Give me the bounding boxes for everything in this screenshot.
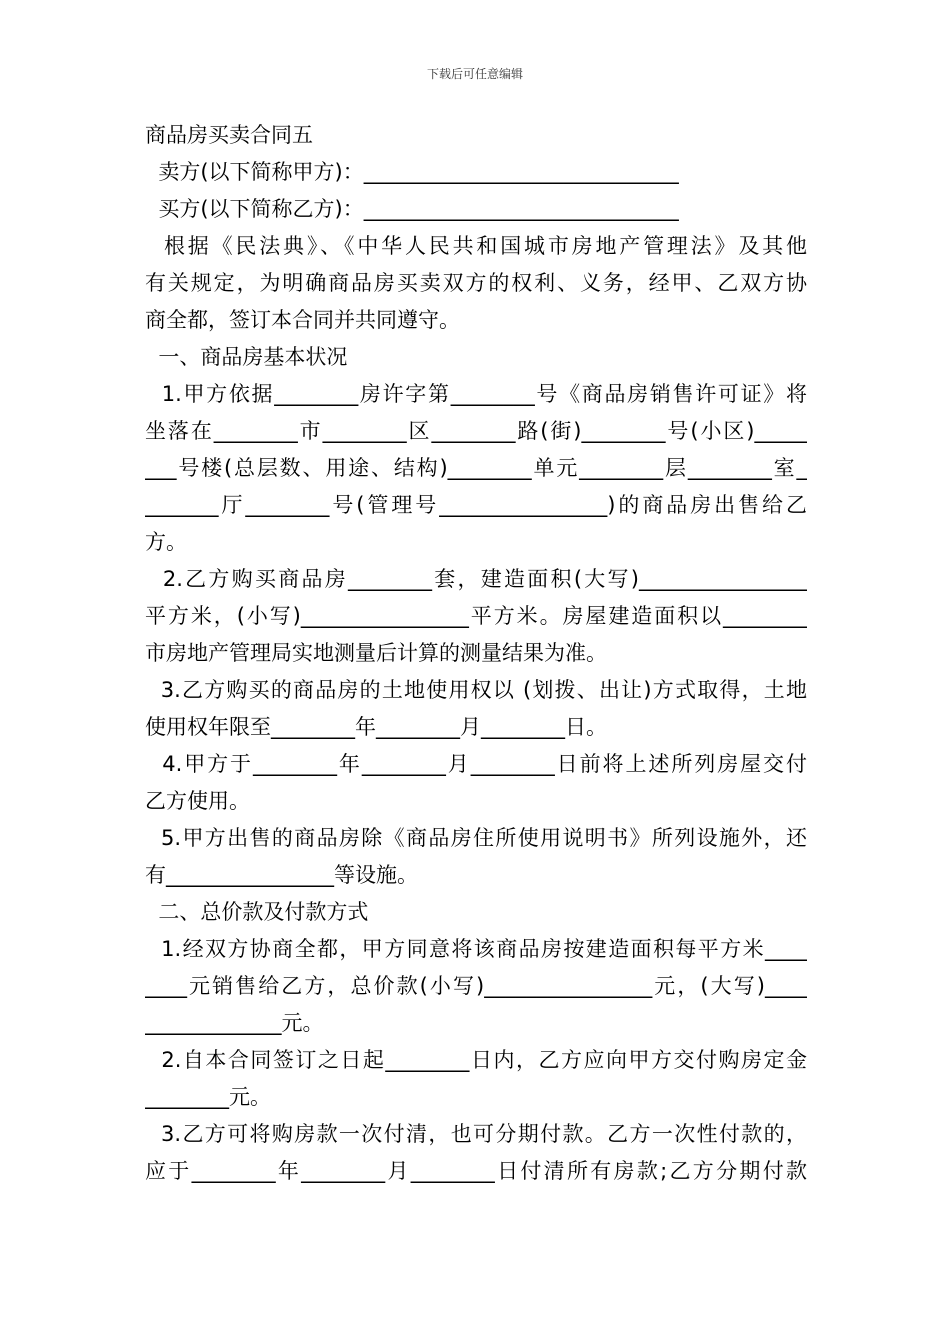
paragraph-line: _______厅________号(管理号________________)的商品房出售给乙 xyxy=(145,493,807,517)
paragraph-line: 有________________等设施。 xyxy=(145,863,418,887)
paragraph-line: 平方米，(小写)________________平方米。房屋建造面积以________ xyxy=(145,604,807,628)
paragraph-line: 1.经双方协商全都，甲方同意将该商品房按建造面积每平方米____ xyxy=(145,937,807,961)
paragraph-line: 使用权年限至________年________月________日。 xyxy=(145,715,607,739)
paragraph-line: ____元销售给乙方，总价款(小写)________________元，(大写)____ xyxy=(145,974,807,998)
paragraph-line: 市房地产管理局实地测量后计算的测量结果为准。 xyxy=(145,641,607,665)
paragraph-line: 2.乙方购买商品房________套，建造面积(大写)________________ xyxy=(145,567,807,591)
document-title: 商品房买卖合同五 xyxy=(145,123,313,147)
paragraph-line: 方。 xyxy=(145,530,187,554)
paragraph-line: 应于________年________月________日付清所有房款;乙方分期付款 xyxy=(145,1159,807,1183)
paragraph-line: 4.甲方于________年________月________日前将上述所列房屋交付 xyxy=(145,752,807,776)
seller-line: 卖方(以下简称甲方)：______________________________ xyxy=(145,160,679,184)
paragraph-line: 根据《民法典》、《中华人民共和国城市房地产管理法》及其他 xyxy=(145,234,807,258)
paragraph-line: 5.甲方出售的商品房除《商品房住所使用说明书》所列设施外，还 xyxy=(145,826,807,850)
paragraph-line: 乙方使用。 xyxy=(145,789,250,813)
paragraph-line: ___号楼(总层数、用途、结构)________单元________层________室_ xyxy=(145,456,807,480)
paragraph-line: 有关规定，为明确商品房买卖双方的权利、义务，经甲、乙双方协 xyxy=(145,271,807,295)
paragraph-line: 1.甲方依据________房许字第________号《商品房销售许可证》将 xyxy=(145,382,807,406)
paragraph-line: 坐落在________市________区________路(街)________号(小区)_____ xyxy=(145,419,807,443)
paragraph-line: 2.自本合同签订之日起________日内，乙方应向甲方交付购房定金 xyxy=(145,1048,807,1072)
paragraph-line: _____________元。 xyxy=(145,1011,324,1035)
paragraph-line: 商全都，签订本合同并共同遵守。 xyxy=(145,308,460,332)
paragraph-line: ________元。 xyxy=(145,1085,271,1109)
section-heading: 二、总价款及付款方式 xyxy=(145,900,369,924)
paragraph-line: 3.乙方购买的商品房的土地使用权以 (划拨、出让)方式取得，土地 xyxy=(145,678,807,702)
document-body xyxy=(145,117,807,1190)
section-heading: 一、商品房基本状况 xyxy=(145,345,348,369)
header-note: 下载后可任意编辑 xyxy=(426,67,523,81)
paragraph-line: 3.乙方可将购房款一次付清，也可分期付款。乙方一次性付款的， xyxy=(145,1122,807,1146)
buyer-line: 买方(以下简称乙方)：______________________________ xyxy=(145,197,679,221)
